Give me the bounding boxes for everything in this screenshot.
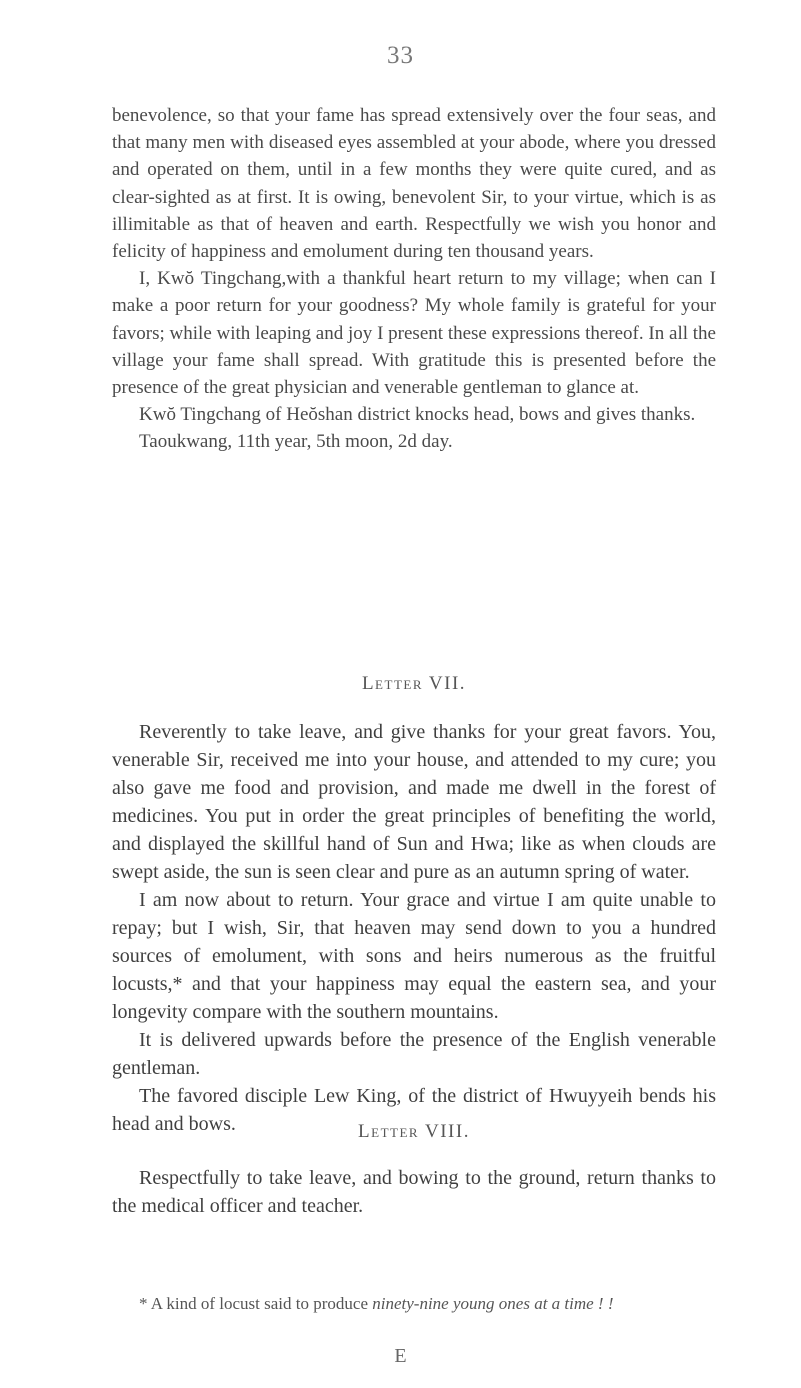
letter-8-heading: Letter VIII.	[358, 1121, 470, 1142]
footnote-prefix: * A kind of locust said to produce	[139, 1294, 373, 1313]
letter-6-continuation	[112, 102, 716, 456]
letter-7-paragraph: Reverently to take leave, and give thanks for your great favors. You, venerable Sir, received me into your house, and attended to my cure; you also gave me food and provision, and made me dwell in the forest of medicines. You put in order the great principles of benefiting the world, and displayed the skillful hand of Sun and Hwa; like as when clouds are swept aside, the sun is seen clear and pure as an autumn spring of water.	[112, 721, 716, 883]
footnote-text	[112, 1293, 716, 1315]
letter-7-paragraph: I am now about to return. Your grace and virtue I am quite unable to repay; but I wish, Sir, that heaven may send down to you a hundred sources of emolument, with sons and heirs numerous as the fruitful locusts,* and that your happiness may equal the eastern sea, and your longevity compare with the southern mountains.	[112, 889, 716, 1023]
letter-7-signature: The favored disciple Lew King, of the district of Hwuyyeih bends his head and bows.	[112, 1085, 716, 1135]
signature-mark: E	[394, 1345, 407, 1367]
letter-7-paragraph: It is delivered upwards before the presence of the English venerable gentleman.	[112, 1029, 716, 1079]
letter-6-signature: Kwŏ Tingchang of Heŏshan district knocks head, bows and gives thanks.	[139, 404, 696, 426]
letter-6-paragraph: I, Kwŏ Tingchang,with a thankful heart return to my village; when can I make a poor return for your goodness? My whole family is grateful for your favors; while with leaping and joy I present these expressions thereof. In all the village your fame shall spread. With gratitude this is presented before the presence of the great physician and venerable gentleman to glance at.	[112, 268, 716, 399]
letter-6-date: Taoukwang, 11th year, 5th moon, 2d day.	[139, 431, 453, 453]
page-number: 33	[387, 42, 414, 69]
letter-6-paragraph: benevolence, so that your fame has spread extensively over the four seas, and that many men with diseased eyes assembled at your abode, where you dressed and operated on them, until in a few months they were quite cured, and as clear-sighted as at first. It is owing, benevolent Sir, to your virtue, which is as illimitable as that of heaven and earth. Respectfully we wish you honor and felicity of happiness and emolument during ten thousand years.	[112, 105, 716, 263]
footnote	[112, 1293, 716, 1315]
letter-7	[112, 670, 716, 1138]
footnote-emphasis: ninety-nine young ones at a time ! !	[372, 1294, 614, 1313]
letter-7-heading: Letter VII.	[361, 673, 467, 694]
letter-8	[112, 1121, 716, 1220]
letter-8-paragraph: Respectfully to take leave, and bowing to the ground, return thanks to the medical officer and teacher.	[112, 1167, 716, 1217]
